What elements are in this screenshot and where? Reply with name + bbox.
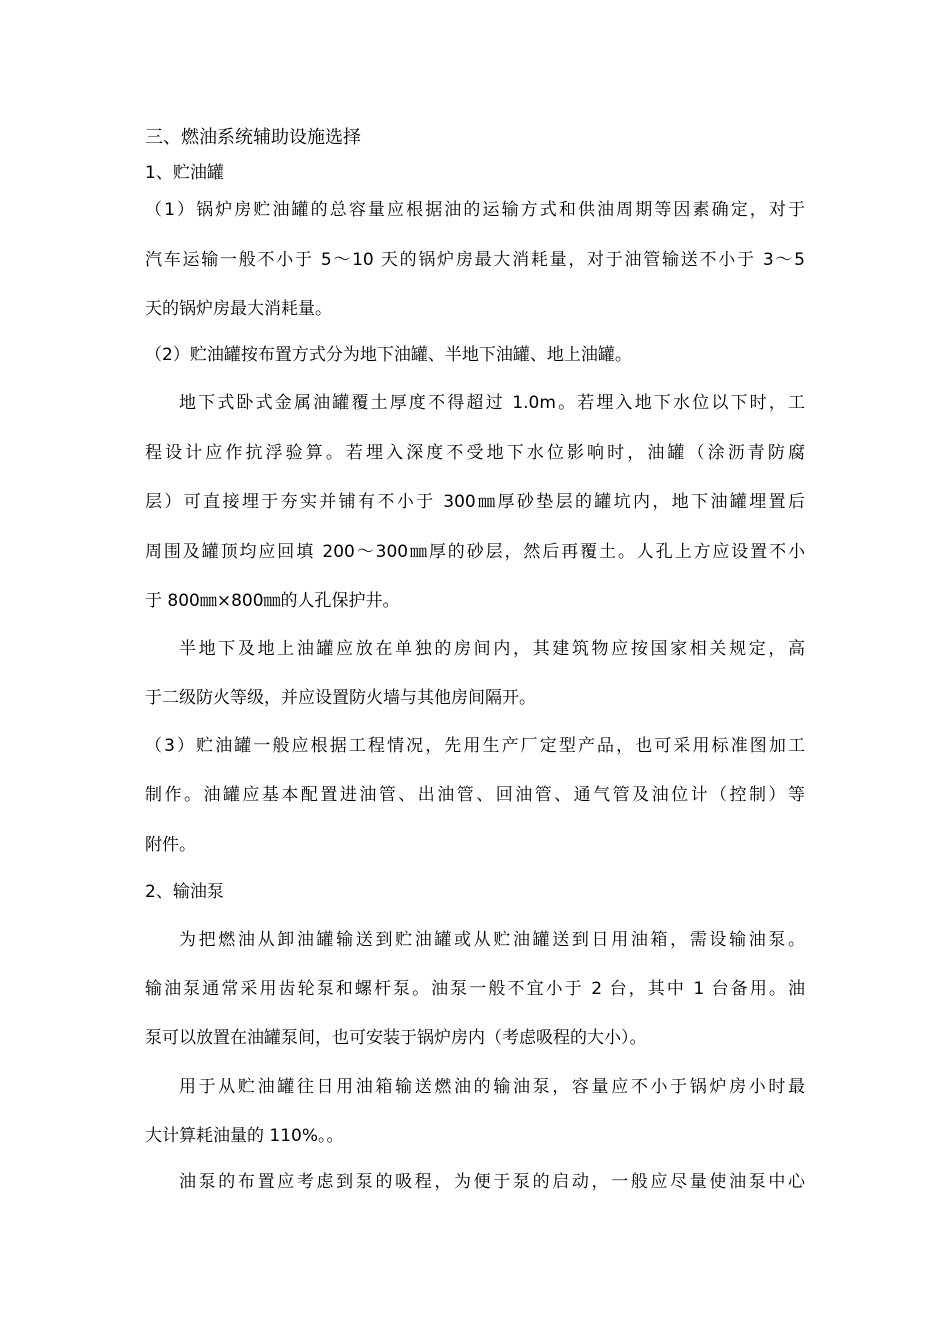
paragraph-line: 于二级防火等级，并应设置防火墙与其他房间隔开。 [145,688,536,708]
paragraph-line: 附件。 [145,835,196,855]
paragraph-line: 输油泵通常采用齿轮泵和螺杆泵。油泵一般不宜小于 2 台，其中 1 台备用。油 [145,979,805,999]
subsection-title-oil-pump: 2、输油泵 [145,882,224,902]
paragraph-line: 地下式卧式金属油罐覆土厚度不得超过 1.0m。若埋入地下水位以下时，工 [179,393,805,413]
paragraph-line: 层）可直接埋于夯实并铺有不小于 300㎜厚砂垫层的罐坑内，地下油罐埋置后 [145,492,805,512]
paragraph-line: 汽车运输一般不小于 5～10 天的锅炉房最大消耗量，对于油管输送不小于 3～5 [145,250,805,270]
paragraph-line: 泵可以放置在油罐泵间，也可安装于锅炉房内（考虑吸程的大小）。 [145,1028,647,1048]
paragraph-line: 程设计应作抗浮验算。若埋入深度不受地下水位影响时，油罐（涂沥青防腐 [145,443,805,463]
paragraph-line: 油泵的布置应考虑到泵的吸程，为便于泵的启动，一般应尽量使油泵中心 [179,1172,805,1192]
paragraph-line: 周围及罐顶均应回填 200～300㎜厚的砂层，然后再覆土。人孔上方应设置不小 [145,542,805,562]
section-title: 三、燃油系统辅助设施选择 [145,127,361,148]
paragraph-line: （1）锅炉房贮油罐的总容量应根据油的运输方式和供油周期等因素确定，对于 [145,200,805,220]
paragraph-line: 天的锅炉房最大消耗量。 [145,299,332,319]
paragraph-line: 制作。油罐应基本配置进油管、出油管、回油管、通气管及油位计（控制）等 [145,785,805,805]
subsection-title-storage-tank: 1、贮油罐 [145,163,224,183]
paragraph-line: 用于从贮油罐往日用油箱输送燃油的输油泵，容量应不小于锅炉房小时最 [179,1077,805,1097]
paragraph-line: （3）贮油罐一般应根据工程情况，先用生产厂定型产品，也可采用标准图加工 [145,736,805,756]
paragraph-line: 于 800㎜×800㎜的人孔保护井。 [145,591,400,611]
paragraph-line: （2）贮油罐按布置方式分为地下油罐、半地下油罐、地上油罐。 [145,345,632,365]
paragraph-line: 半地下及地上油罐应放在单独的房间内，其建筑物应按国家相关规定，高 [179,639,805,659]
paragraph-line: 大计算耗油量的 110%。。 [145,1126,344,1146]
paragraph-line: 为把燃油从卸油罐输送到贮油罐或从贮油罐送到日用油箱，需设输油泵。 [179,930,805,950]
